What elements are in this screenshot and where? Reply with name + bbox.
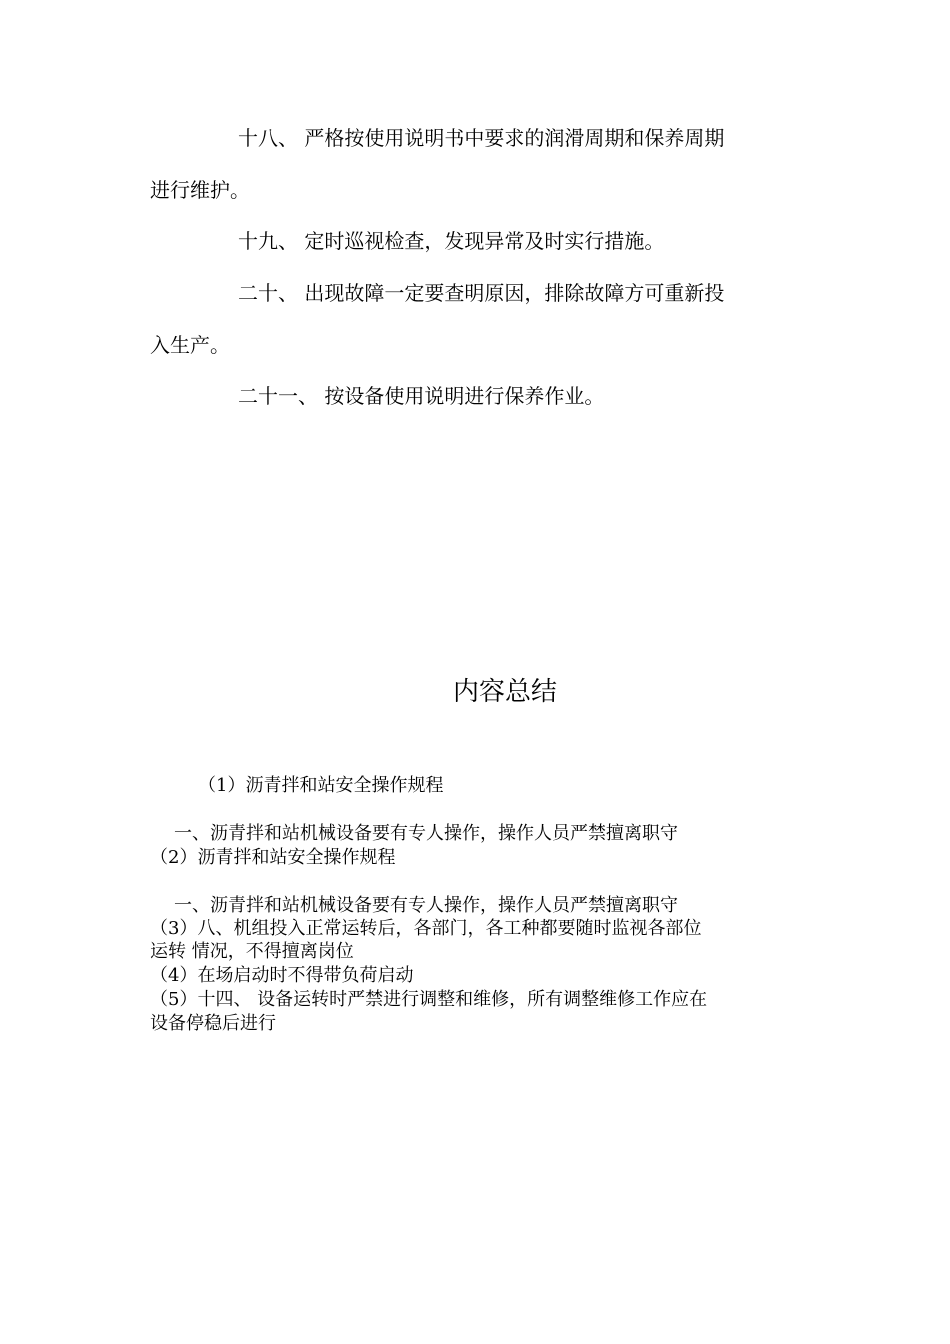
summary-line: （3）八、机组投入正常运转后，各部门，各工种都要随时监视各部位: [150, 918, 702, 939]
summary-line: （5）十四、 设备运转时严禁进行调整和维修，所有调整维修工作应在: [150, 989, 708, 1010]
rule-21-line-1: 二十一、 按设备使用说明进行保养作业。: [238, 384, 605, 408]
rule-20-line-2: 入生产。: [150, 333, 230, 357]
summary-line: 一、沥青拌和站机械设备要有专人操作，操作人员严禁擅离职守: [174, 823, 678, 844]
rule-20-line-1: 二十、 出现故障一定要查明原因，排除故障方可重新投: [238, 281, 725, 305]
summary-line: （1）沥青拌和站安全操作规程: [198, 775, 444, 796]
rule-18-line-2: 进行维护。: [150, 178, 250, 202]
summary-title: 内容总结: [452, 677, 557, 707]
rule-19-line-1: 十九、 定时巡视检查，发现异常及时实行措施。: [238, 229, 665, 253]
summary-line: 运转 情况，不得擅离岗位: [150, 941, 354, 962]
rule-18-line-1: 十八、 严格按使用说明书中要求的润滑周期和保养周期: [238, 126, 725, 150]
summary-line: （4）在场启动时不得带负荷启动: [150, 965, 414, 986]
summary-line: 设备停稳后进行: [150, 1013, 276, 1034]
summary-line: （2）沥青拌和站安全操作规程: [150, 847, 396, 868]
summary-line: 一、沥青拌和站机械设备要有专人操作，操作人员严禁擅离职守: [174, 895, 678, 916]
